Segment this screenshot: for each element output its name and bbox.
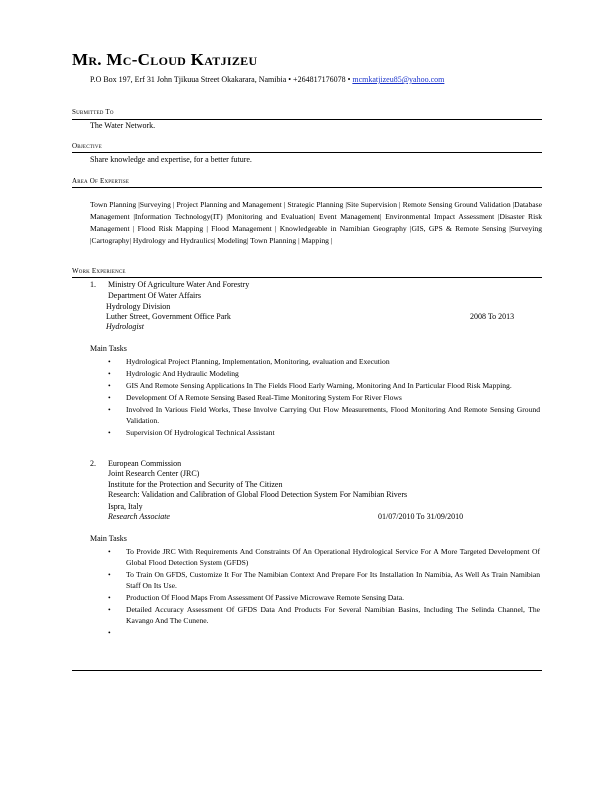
tasks-heading: Main Tasks [90, 534, 127, 543]
list-item: • Development Of A Remote Sensing Based Real-Time Monitoring System For River Flows [108, 393, 402, 402]
divider [72, 277, 542, 278]
job-number: 1. [90, 280, 96, 289]
list-item: • GIS And Remote Sensing Applications In The Fields Flood Early Warning, Monitoring And In Particular Flood Risk Mapping. [108, 381, 512, 390]
submitted-value: The Water Network. [90, 121, 156, 130]
contact-address: P.O Box 197, Erf 31 John Tjikuua Street Okakarara, Namibia • +264817176078 • [90, 75, 351, 84]
candidate-name: Mr. Mc-Cloud Katjizeu [72, 50, 258, 69]
bullet-icon: • [108, 357, 111, 366]
job-dates: 2008 To 2013 [470, 312, 515, 321]
tasks-heading: Main Tasks [90, 344, 127, 353]
bullet-icon: • [108, 547, 111, 556]
list-item: • Hydrological Project Planning, Implementation, Monitoring, evaluation and Execution [108, 357, 390, 366]
bullet-icon: • [108, 405, 111, 414]
job-research: Research: Validation and Calibration of Global Flood Detection System For Namibian Rivers [108, 490, 408, 499]
task-list [108, 356, 540, 439]
job-division: Hydrology Division [106, 302, 171, 311]
bullet-icon: • [108, 369, 111, 378]
objective-heading: Objective [72, 142, 102, 150]
divider [72, 187, 542, 188]
bullet-icon: • [108, 393, 111, 402]
expertise-text: Town Planning |Surveying | Project Planning and Management | Strategic Planning |Site Supervision | Remote Sensing Ground Validation |Database Management |Information Technology(IT) |Monitoring and Evaluation| Event Management| Environmental Impact Assessment |Disaster Risk Management | Flood Risk Mapping | Flood Management | Knowledgeable in Namibian Geography |GIS, GPS & Remote Sensing |Surveying |Cartography| Hydrology and Hydraulics| Modeling| Town Planning | Mapping | [90, 200, 542, 245]
contact-line [90, 75, 444, 84]
submitted-heading: Submitted To [72, 108, 114, 116]
bullet-icon: • [108, 570, 111, 579]
task-list [108, 546, 540, 637]
job-department: Joint Research Center (JRC) [108, 469, 200, 478]
bullet-icon: • [108, 605, 111, 614]
bullet-icon: • [108, 628, 111, 637]
job-address: Luther Street, Government Office Park [106, 312, 231, 321]
divider [72, 152, 542, 153]
bullet-icon: • [108, 381, 111, 390]
bullet-icon: • [108, 593, 111, 602]
list-item: • Supervision Of Hydrological Technical Assistant [108, 428, 275, 437]
objective-value: Share knowledge and expertise, for a better future. [90, 155, 252, 164]
list-item: • Production Of Flood Maps From Assessment Of Passive Microwave Remote Sensing Data. [108, 593, 404, 602]
list-item: • To Train On GFDS, Customize It For The Namibian Context And Prepare For Its Installation In Namibia, As Well As Train Namibian Staff On Its Use. [108, 570, 540, 590]
list-item: • Detailed Accuracy Assessment Of GFDS Data And Products For Several Namibian Basins, Including The Selinda Channel, The Kavango And The Cunene. [108, 605, 540, 625]
list-item: • Hydrologic And Hydraulic Modeling [108, 369, 239, 378]
job-dates: 01/07/2010 To 31/09/2010 [378, 512, 464, 521]
experience-heading: Work Experience [72, 267, 126, 275]
list-item: • Involved In Various Field Works, These Involve Carrying Out Flow Measurements, Flood Monitoring And Remote Sensing Ground Validation. [108, 405, 540, 425]
email-link[interactable]: mcmkatjizeu85@yahoo.com [352, 75, 445, 84]
job-number: 2. [90, 459, 96, 468]
job-org: Ministry Of Agriculture Water And Forestry [108, 280, 250, 289]
footer-divider [72, 670, 542, 671]
job-role: Hydrologist [106, 322, 144, 331]
bullet-icon: • [108, 428, 111, 437]
expertise-heading: Area Of Expertise [72, 177, 130, 185]
divider [72, 119, 542, 120]
job-role: Research Associate [108, 512, 170, 521]
job-department: Department Of Water Affairs [108, 291, 202, 300]
job-location: Ispra, Italy [108, 502, 143, 511]
list-item: • To Provide JRC With Requirements And Constraints Of An Operational Hydrological Service For A More Targeted Development Of Global Flood Detection System (GFDS) [108, 547, 540, 567]
job-org: European Commission [108, 459, 182, 468]
job-institute: Institute for the Protection and Security of The Citizen [108, 480, 283, 489]
